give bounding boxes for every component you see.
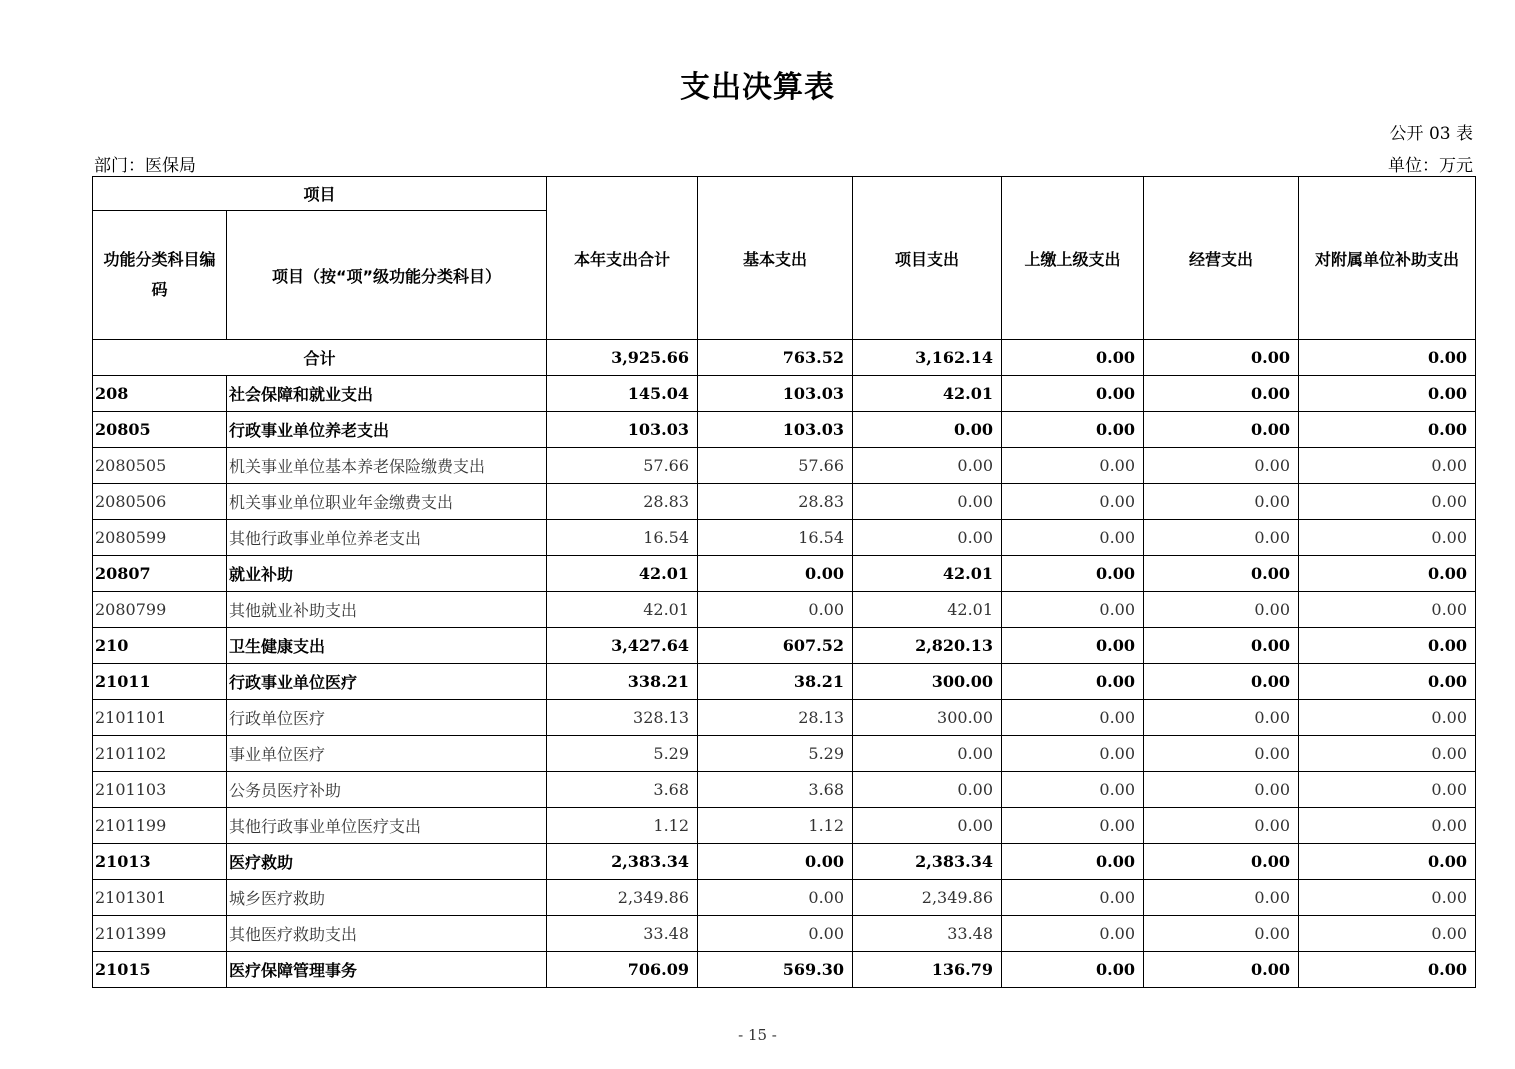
unit-label: 单位：万元 <box>1388 156 1473 176</box>
row-name: 其他医疗救助支出 <box>227 916 547 952</box>
row-subsidy: 0.00 <box>1299 736 1476 772</box>
row-upper: 0.00 <box>1002 556 1144 592</box>
header-project: 项目 <box>93 177 547 211</box>
row-code: 20807 <box>93 556 227 592</box>
header-code: 功能分类科目编码 <box>93 211 227 340</box>
row-upper: 0.00 <box>1002 412 1144 448</box>
row-upper: 0.00 <box>1002 808 1144 844</box>
row-upper: 0.00 <box>1002 772 1144 808</box>
row-total: 3,427.64 <box>547 628 698 664</box>
table-row <box>93 952 1476 988</box>
table-row <box>93 664 1476 700</box>
row-code: 2080506 <box>93 484 227 520</box>
row-total: 5.29 <box>547 736 698 772</box>
row-business: 0.00 <box>1144 376 1299 412</box>
row-code: 2101399 <box>93 916 227 952</box>
row-code: 20805 <box>93 412 227 448</box>
row-name: 其他行政事业单位医疗支出 <box>227 808 547 844</box>
row-basic: 3.68 <box>698 772 853 808</box>
row-name: 医疗救助 <box>227 844 547 880</box>
row-business: 0.00 <box>1144 556 1299 592</box>
row-basic: 28.13 <box>698 700 853 736</box>
page-title: 支出决算表 <box>680 70 835 105</box>
row-basic: 0.00 <box>698 556 853 592</box>
row-business: 0.00 <box>1144 664 1299 700</box>
row-upper: 0.00 <box>1002 880 1144 916</box>
row-subsidy: 0.00 <box>1299 484 1476 520</box>
row-project: 2,349.86 <box>853 880 1002 916</box>
table-row <box>93 556 1476 592</box>
row-total: 2,383.34 <box>547 844 698 880</box>
row-total: 42.01 <box>547 592 698 628</box>
row-business: 0.00 <box>1144 916 1299 952</box>
row-upper: 0.00 <box>1002 376 1144 412</box>
total-subsidy: 0.00 <box>1299 340 1476 376</box>
row-name: 行政事业单位养老支出 <box>227 412 547 448</box>
row-total: 57.66 <box>547 448 698 484</box>
total-total: 3,925.66 <box>547 340 698 376</box>
row-code: 2080505 <box>93 448 227 484</box>
row-business: 0.00 <box>1144 700 1299 736</box>
row-total: 2,349.86 <box>547 880 698 916</box>
table-row <box>93 448 1476 484</box>
row-basic: 0.00 <box>698 880 853 916</box>
row-project: 0.00 <box>853 520 1002 556</box>
header-business: 经营支出 <box>1144 177 1299 340</box>
header-total: 本年支出合计 <box>547 177 698 340</box>
row-upper: 0.00 <box>1002 664 1144 700</box>
row-basic: 16.54 <box>698 520 853 556</box>
row-name: 行政事业单位医疗 <box>227 664 547 700</box>
row-name: 机关事业单位职业年金缴费支出 <box>227 484 547 520</box>
row-project: 0.00 <box>853 484 1002 520</box>
row-subsidy: 0.00 <box>1299 376 1476 412</box>
row-name: 社会保障和就业支出 <box>227 376 547 412</box>
total-label: 合计 <box>93 340 547 376</box>
row-total: 33.48 <box>547 916 698 952</box>
table-row <box>93 700 1476 736</box>
row-project: 0.00 <box>853 448 1002 484</box>
row-upper: 0.00 <box>1002 520 1144 556</box>
row-business: 0.00 <box>1144 484 1299 520</box>
row-project: 136.79 <box>853 952 1002 988</box>
row-basic: 1.12 <box>698 808 853 844</box>
row-upper: 0.00 <box>1002 736 1144 772</box>
row-business: 0.00 <box>1144 628 1299 664</box>
row-upper: 0.00 <box>1002 844 1144 880</box>
page-number: - 15 - <box>738 1026 777 1044</box>
row-name: 事业单位医疗 <box>227 736 547 772</box>
row-subsidy: 0.00 <box>1299 664 1476 700</box>
row-code: 2101199 <box>93 808 227 844</box>
row-business: 0.00 <box>1144 880 1299 916</box>
row-code: 2101101 <box>93 700 227 736</box>
header-upper: 上缴上级支出 <box>1002 177 1144 340</box>
row-business: 0.00 <box>1144 448 1299 484</box>
row-subsidy: 0.00 <box>1299 844 1476 880</box>
row-project: 42.01 <box>853 592 1002 628</box>
row-basic: 5.29 <box>698 736 853 772</box>
row-code: 21015 <box>93 952 227 988</box>
row-subsidy: 0.00 <box>1299 880 1476 916</box>
row-upper: 0.00 <box>1002 484 1144 520</box>
row-code: 208 <box>93 376 227 412</box>
table-row <box>93 880 1476 916</box>
row-project: 2,820.13 <box>853 628 1002 664</box>
row-business: 0.00 <box>1144 736 1299 772</box>
row-project: 42.01 <box>853 556 1002 592</box>
table-row <box>93 592 1476 628</box>
row-total: 1.12 <box>547 808 698 844</box>
row-basic: 103.03 <box>698 412 853 448</box>
department-label: 部门：医保局 <box>94 156 196 176</box>
table-number: 公开 03 表 <box>1389 124 1473 144</box>
table-row <box>93 484 1476 520</box>
row-name: 城乡医疗救助 <box>227 880 547 916</box>
row-basic: 57.66 <box>698 448 853 484</box>
row-subsidy: 0.00 <box>1299 556 1476 592</box>
row-name: 机关事业单位基本养老保险缴费支出 <box>227 448 547 484</box>
row-basic: 103.03 <box>698 376 853 412</box>
row-name: 行政单位医疗 <box>227 700 547 736</box>
table-row <box>93 376 1476 412</box>
row-code: 2101103 <box>93 772 227 808</box>
row-subsidy: 0.00 <box>1299 592 1476 628</box>
total-row <box>93 340 1476 376</box>
row-total: 28.83 <box>547 484 698 520</box>
row-name: 就业补助 <box>227 556 547 592</box>
row-upper: 0.00 <box>1002 448 1144 484</box>
row-total: 103.03 <box>547 412 698 448</box>
row-business: 0.00 <box>1144 412 1299 448</box>
header-subsidy: 对附属单位补助支出 <box>1299 177 1476 340</box>
row-basic: 569.30 <box>698 952 853 988</box>
row-name: 其他就业补助支出 <box>227 592 547 628</box>
row-subsidy: 0.00 <box>1299 808 1476 844</box>
row-business: 0.00 <box>1144 772 1299 808</box>
row-project: 300.00 <box>853 664 1002 700</box>
row-name: 卫生健康支出 <box>227 628 547 664</box>
table-row <box>93 916 1476 952</box>
row-project: 33.48 <box>853 916 1002 952</box>
table-row <box>93 736 1476 772</box>
row-project: 0.00 <box>853 736 1002 772</box>
row-subsidy: 0.00 <box>1299 628 1476 664</box>
row-basic: 38.21 <box>698 664 853 700</box>
row-total: 706.09 <box>547 952 698 988</box>
table-row <box>93 628 1476 664</box>
row-basic: 0.00 <box>698 592 853 628</box>
row-code: 2101102 <box>93 736 227 772</box>
total-project: 3,162.14 <box>853 340 1002 376</box>
table-row <box>93 520 1476 556</box>
row-code: 21011 <box>93 664 227 700</box>
row-name: 其他行政事业单位养老支出 <box>227 520 547 556</box>
row-total: 3.68 <box>547 772 698 808</box>
row-total: 338.21 <box>547 664 698 700</box>
row-business: 0.00 <box>1144 844 1299 880</box>
row-name: 医疗保障管理事务 <box>227 952 547 988</box>
total-upper: 0.00 <box>1002 340 1144 376</box>
row-project: 300.00 <box>853 700 1002 736</box>
table-row <box>93 772 1476 808</box>
row-business: 0.00 <box>1144 952 1299 988</box>
row-business: 0.00 <box>1144 808 1299 844</box>
row-project: 0.00 <box>853 772 1002 808</box>
row-code: 21013 <box>93 844 227 880</box>
row-subsidy: 0.00 <box>1299 520 1476 556</box>
total-business: 0.00 <box>1144 340 1299 376</box>
row-basic: 0.00 <box>698 916 853 952</box>
header-name: 项目（按“项”级功能分类科目） <box>227 211 547 340</box>
total-basic: 763.52 <box>698 340 853 376</box>
row-name: 公务员医疗补助 <box>227 772 547 808</box>
row-business: 0.00 <box>1144 520 1299 556</box>
row-upper: 0.00 <box>1002 592 1144 628</box>
row-subsidy: 0.00 <box>1299 700 1476 736</box>
row-subsidy: 0.00 <box>1299 772 1476 808</box>
row-upper: 0.00 <box>1002 628 1144 664</box>
row-project: 42.01 <box>853 376 1002 412</box>
row-upper: 0.00 <box>1002 700 1144 736</box>
table-row <box>93 844 1476 880</box>
row-code: 210 <box>93 628 227 664</box>
row-total: 16.54 <box>547 520 698 556</box>
row-subsidy: 0.00 <box>1299 916 1476 952</box>
row-project: 2,383.34 <box>853 844 1002 880</box>
row-code: 2101301 <box>93 880 227 916</box>
row-project: 0.00 <box>853 808 1002 844</box>
expenditure-table <box>92 176 1476 988</box>
row-basic: 0.00 <box>698 844 853 880</box>
row-upper: 0.00 <box>1002 952 1144 988</box>
row-subsidy: 0.00 <box>1299 412 1476 448</box>
row-subsidy: 0.00 <box>1299 952 1476 988</box>
row-project: 0.00 <box>853 412 1002 448</box>
row-code: 2080799 <box>93 592 227 628</box>
row-business: 0.00 <box>1144 592 1299 628</box>
row-total: 42.01 <box>547 556 698 592</box>
row-total: 145.04 <box>547 376 698 412</box>
row-basic: 607.52 <box>698 628 853 664</box>
table-row <box>93 808 1476 844</box>
header-project-expense: 项目支出 <box>853 177 1002 340</box>
header-basic: 基本支出 <box>698 177 853 340</box>
row-total: 328.13 <box>547 700 698 736</box>
row-basic: 28.83 <box>698 484 853 520</box>
row-code: 2080599 <box>93 520 227 556</box>
table-row <box>93 412 1476 448</box>
row-subsidy: 0.00 <box>1299 448 1476 484</box>
row-upper: 0.00 <box>1002 916 1144 952</box>
